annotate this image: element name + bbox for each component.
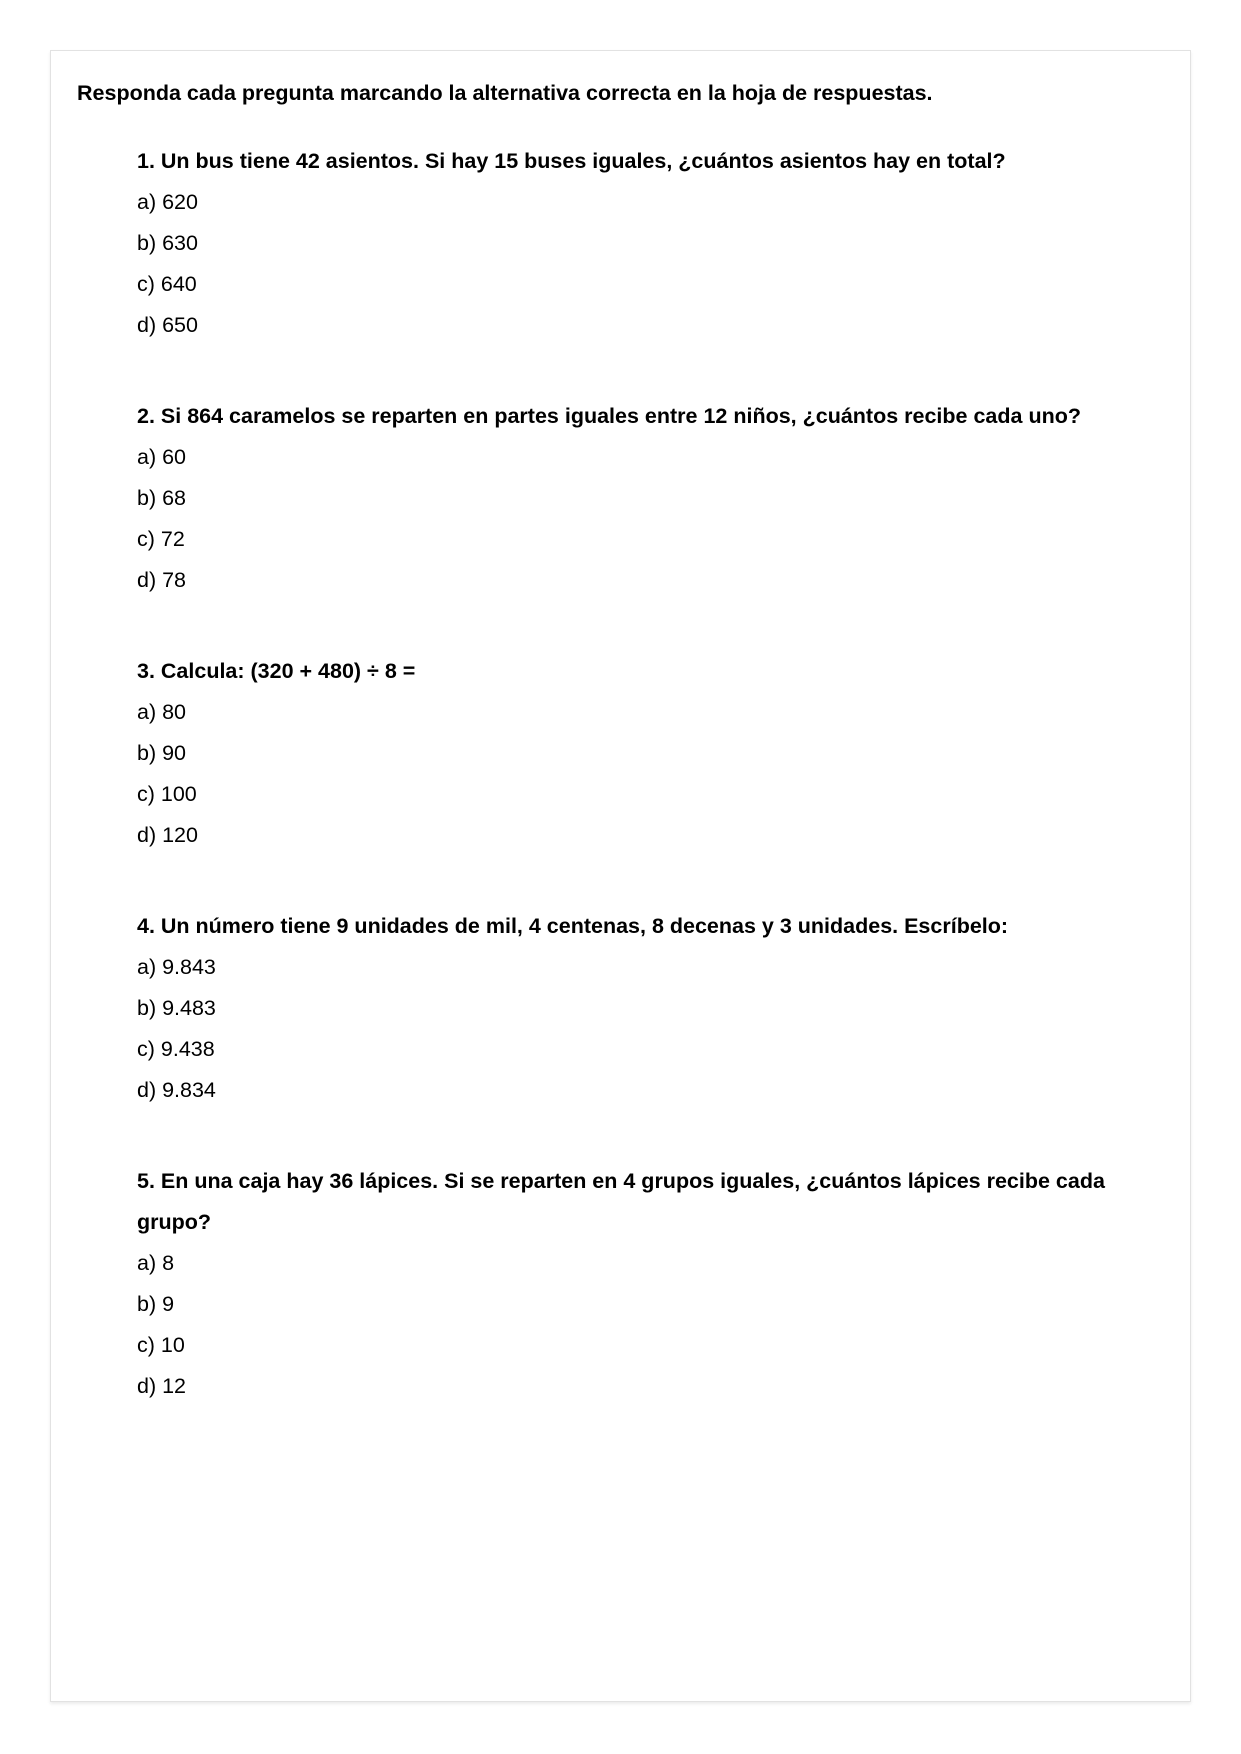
answer-option: b) 90 bbox=[137, 741, 187, 765]
question-prompt: 4. Un número tiene 9 unidades de mil, 4 centenas, 8 decenas y 3 unidades. Escríbelo: bbox=[137, 914, 1009, 938]
question-block bbox=[137, 651, 1162, 856]
answer-option: c) 640 bbox=[137, 272, 197, 296]
answer-option: a) 620 bbox=[137, 190, 198, 214]
answer-option: b) 630 bbox=[137, 231, 198, 255]
question-prompt: 2. Si 864 caramelos se reparten en partes iguales entre 12 niños, ¿cuántos recibe cada uno? bbox=[137, 404, 1081, 428]
answer-option: c) 9.438 bbox=[137, 1037, 215, 1061]
question-block bbox=[137, 141, 1162, 346]
question-block bbox=[137, 1161, 1162, 1407]
answer-option: b) 9 bbox=[137, 1292, 175, 1316]
options-list bbox=[137, 947, 1162, 1111]
answer-option: b) 9.483 bbox=[137, 996, 216, 1020]
options-list bbox=[137, 692, 1162, 856]
answer-option: a) 8 bbox=[137, 1251, 175, 1275]
answer-option: c) 72 bbox=[137, 527, 185, 551]
options-list bbox=[137, 182, 1162, 346]
answer-option: a) 9.843 bbox=[137, 955, 216, 979]
instruction-text: Responda cada pregunta marcando la alternativa correcta en la hoja de respuestas. bbox=[77, 81, 933, 105]
answer-option: d) 120 bbox=[137, 823, 198, 847]
document-page bbox=[50, 50, 1191, 1702]
answer-option: d) 9.834 bbox=[137, 1078, 216, 1102]
question-prompt: 3. Calcula: (320 + 480) ÷ 8 = bbox=[137, 659, 416, 683]
options-list bbox=[137, 1243, 1162, 1407]
answer-option: d) 78 bbox=[137, 568, 187, 592]
answer-option: c) 100 bbox=[137, 782, 197, 806]
question-prompt: 5. En una caja hay 36 lápices. Si se reparten en 4 grupos iguales, ¿cuántos lápices recibe cada grupo? bbox=[137, 1169, 1105, 1234]
questions-list bbox=[137, 141, 1162, 1407]
question-block bbox=[137, 396, 1162, 601]
answer-option: c) 10 bbox=[137, 1333, 185, 1357]
question-block bbox=[137, 906, 1162, 1111]
options-list bbox=[137, 437, 1162, 601]
answer-option: a) 80 bbox=[137, 700, 187, 724]
answer-option: d) 650 bbox=[137, 313, 198, 337]
answer-option: a) 60 bbox=[137, 445, 187, 469]
question-prompt: 1. Un bus tiene 42 asientos. Si hay 15 buses iguales, ¿cuántos asientos hay en total? bbox=[137, 149, 1006, 173]
answer-option: b) 68 bbox=[137, 486, 187, 510]
answer-option: d) 12 bbox=[137, 1374, 187, 1398]
